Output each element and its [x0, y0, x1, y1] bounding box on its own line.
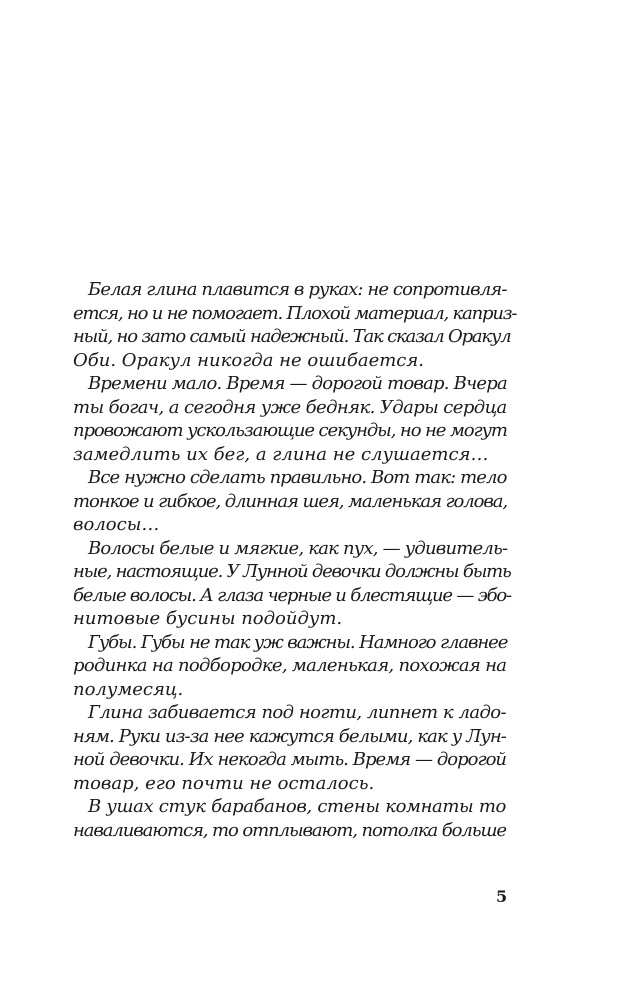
text-line: Глина забивается под ногти, липнет к ладо-	[88, 702, 506, 723]
text-line: родинка на подбородке, маленькая, похожая на	[73, 655, 507, 676]
text-line: В ушах стук барабанов, стены комнаты то	[88, 796, 506, 817]
paragraph-6	[73, 701, 506, 795]
text-line: ням. Руки из-за нее кажутся белыми, как у Лун-	[73, 725, 506, 747]
text-line: нитовые бусины подойдут.	[73, 608, 343, 629]
paragraph-2	[73, 372, 507, 466]
page-number: 5	[496, 887, 508, 906]
text-line: ные, настоящие. У Лунной девочки должны быть	[73, 561, 511, 582]
text-line: полумесяц.	[73, 678, 184, 700]
paragraph-5	[73, 631, 508, 702]
text-line: товар, его почти не осталось.	[73, 772, 375, 794]
paragraph-1	[73, 278, 517, 372]
text-line: Волосы белые и мягкие, как пух, — удивитель-	[88, 537, 508, 559]
text-line: Белая глина плавится в руках: не сопротивля-	[88, 279, 507, 300]
text-line: замедлить их бег, а глина не слушается…	[73, 443, 489, 465]
text-line: ты богач, а сегодня уже бедняк. Удары сердца	[73, 396, 507, 418]
text-line: Времени мало. Время — дорогой товар. Вчера	[88, 373, 507, 394]
body-text	[73, 278, 517, 842]
paragraph-3	[73, 466, 508, 537]
text-line: ный, но зато самый надежный. Так сказал Оракул	[73, 326, 511, 347]
paragraph-4	[73, 537, 511, 631]
paragraph-7	[73, 795, 506, 842]
text-line: тонкое и гибкое, длинная шея, маленькая голова,	[73, 490, 508, 512]
text-line: ется, но и не помогает. Плохой материал, каприз-	[73, 302, 517, 324]
text-line: Губы. Губы не так уж важны. Намного главнее	[88, 631, 508, 653]
text-line: Все нужно сделать правильно. Вот так: тело	[88, 467, 507, 488]
text-line: волосы…	[73, 514, 160, 535]
text-line: ной девочки. Их некогда мыть. Время — дорогой	[73, 749, 506, 770]
text-line: наваливаются, то отплывают, потолка больше	[73, 819, 506, 841]
text-line: Оби. Оракул никогда не ошибается.	[73, 349, 425, 371]
text-line: белые волосы. А глаза черные и блестящие — эбо-	[73, 584, 511, 606]
text-line: провожают ускользающие секунды, но не могут	[73, 420, 507, 441]
